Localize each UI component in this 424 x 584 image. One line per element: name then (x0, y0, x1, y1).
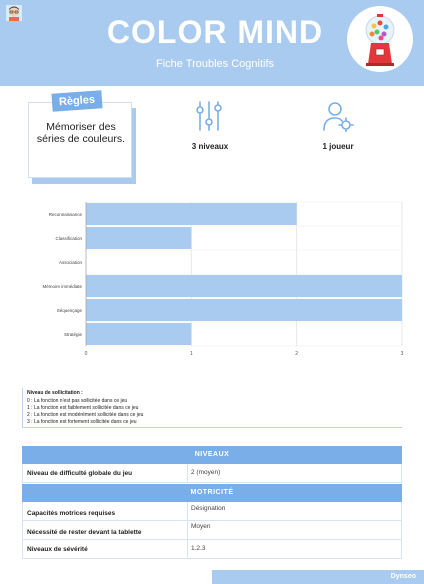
severity-value: 1.2.3 (191, 545, 206, 552)
user-settings-icon (322, 100, 354, 137)
avatar-icon (6, 5, 22, 21)
difficulty-label: Niveau de difficulté globale du jeu (27, 470, 133, 477)
stay-label: Nécessité de rester devant la tablette (27, 529, 142, 536)
rules-card-body (28, 102, 132, 178)
chart-category-label: Reconnaissance (48, 212, 82, 217)
chart-tick-label: 0 (84, 351, 88, 356)
legend-item-3: 3 : La fonction est fortement sollicitée dans ce jeu (27, 419, 137, 425)
motor-value: Désignation (191, 505, 226, 512)
cognitive-functions-chart (20, 196, 408, 356)
severity-label: Niveaux de sévérité (27, 546, 88, 553)
footer-brand: Dynseo (390, 573, 416, 580)
page-title: COLOR MIND (106, 14, 324, 50)
table-row-difficulty (22, 464, 402, 483)
stay-value: Moyen (191, 523, 211, 530)
row-divider (187, 540, 188, 558)
chart-bar (86, 275, 402, 297)
header-banner (0, 0, 424, 86)
legend-item-0: 0 : La fonction n'est pas sollicitée dans ce jeu (27, 398, 128, 404)
rules-card (24, 93, 134, 180)
sliders-icon (194, 100, 224, 137)
legend-item-2: 2 : La fonction est modérément sollicitée dans ce jeu (27, 412, 144, 418)
section-header-levels: NIVEAUX (22, 446, 402, 464)
rules-tag: Règles (51, 90, 102, 111)
table-row-stay (22, 521, 402, 540)
chart-category-label: Stratégie (63, 332, 82, 337)
legend-item-1: 1 : La fonction est faiblement sollicitée dans ce jeu (27, 405, 139, 411)
chart-bar (86, 323, 191, 345)
footer (0, 570, 424, 584)
chart-bar (86, 227, 191, 249)
legend-box (22, 388, 402, 428)
gumball-machine-icon (347, 6, 413, 72)
chart-svg (20, 196, 408, 356)
legend-heading: Niveau de sollicitation : (27, 390, 83, 396)
chart-category-label: Séquençage (56, 308, 82, 313)
chart-tick-label: 2 (295, 351, 299, 356)
levels-label: 3 niveaux (191, 142, 229, 151)
footer-bar (212, 570, 424, 584)
chart-bar (86, 299, 402, 321)
motor-label: Capacités motrices requises (27, 510, 116, 517)
rules-text: Mémoriser des séries de couleurs. (36, 121, 126, 145)
chart-category-label: Classification (55, 236, 82, 241)
game-logo (347, 6, 413, 72)
chart-tick-label: 3 (400, 351, 404, 356)
difficulty-value: 2 (moyen) (191, 469, 221, 476)
row-divider (187, 521, 188, 539)
row-divider (187, 502, 188, 520)
players-label: 1 joueur (322, 142, 354, 151)
chart-tick-label: 1 (189, 351, 193, 356)
table-row-severity (22, 540, 402, 559)
section-header-motor: MOTRICITÉ (22, 484, 402, 502)
page-subtitle: Fiche Troubles Cognitifs (156, 58, 274, 70)
chart-category-label: Mémoire immédiate (42, 284, 82, 289)
row-divider (187, 464, 188, 482)
chart-bar (86, 203, 297, 225)
table-row-motor (22, 502, 402, 521)
chart-category-label: Association (58, 260, 82, 265)
